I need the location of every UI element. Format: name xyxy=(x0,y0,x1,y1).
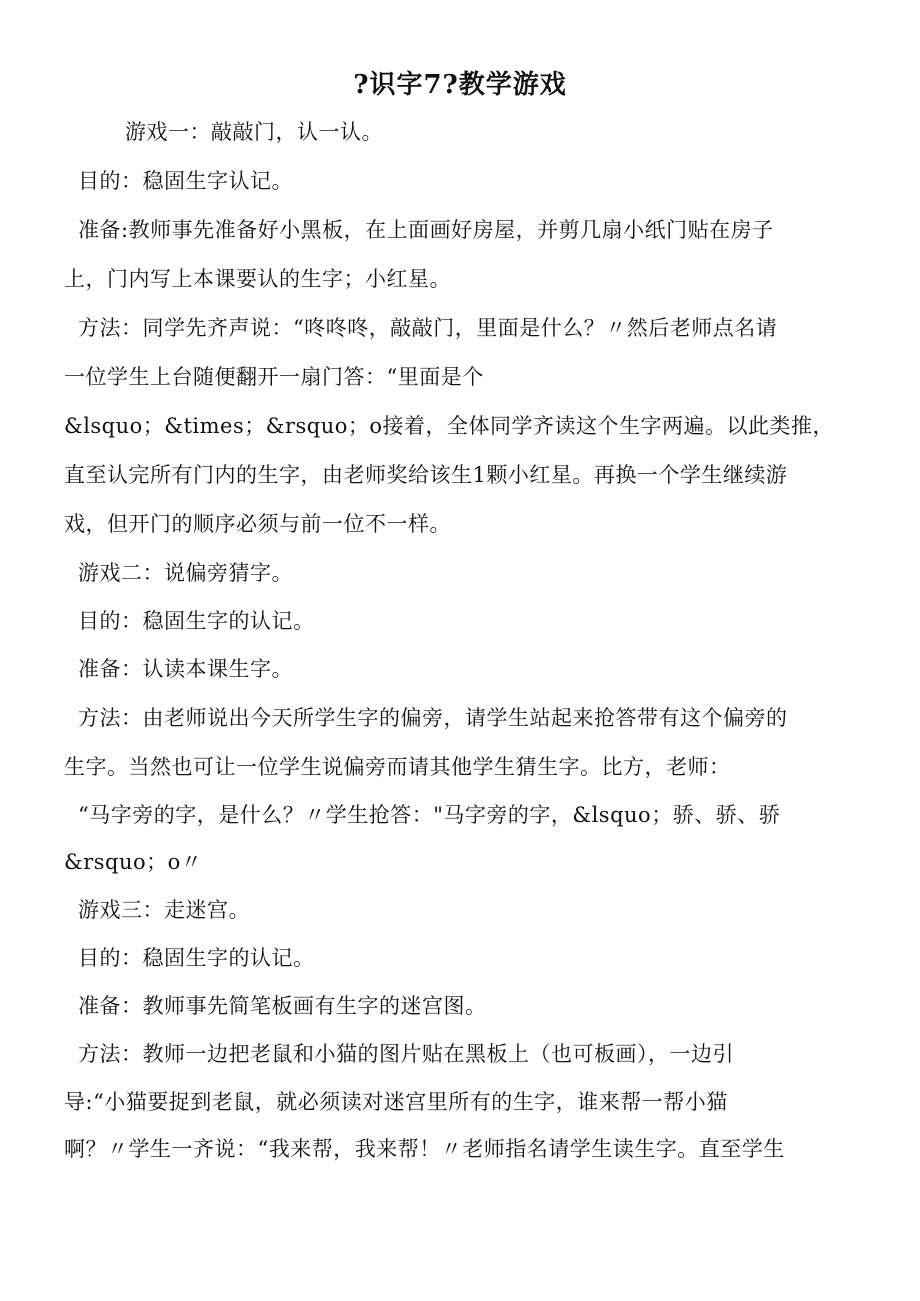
text-line: 生字。当然也可让一位学生说偏旁而请其他学生猜生字。比方，老师： xyxy=(64,755,731,779)
text-line: 游戏二：说偏旁猜字。 xyxy=(78,561,293,585)
text-line: “马字旁的字，是什么？〃学生抢答："马字旁的字，&lsquo；骄、骄、骄 xyxy=(78,803,781,827)
text-line: 上，门内写上本课要认的生字；小红星。 xyxy=(64,267,451,291)
text-line: 准备：教师事先简笔板画有生字的迷宫图。 xyxy=(78,994,487,1018)
text-line: 目的：稳固生字的认记。 xyxy=(78,609,315,633)
text-line: 一位学生上台随便翻开一扇门答：“里面是个 xyxy=(64,365,484,389)
text-line: 目的：稳固生字的认记。 xyxy=(78,946,315,970)
text-line: 方法：由老师说出今天所学生字的偏旁，请学生站起来抢答带有这个偏旁的 xyxy=(78,706,788,730)
text-line: 啊？〃学生一齐说：“我来帮，我来帮！〃老师指名请学生读生字。直至学生 xyxy=(64,1137,785,1161)
text-line: 游戏一：敲敲门，认一认。 xyxy=(125,120,383,144)
text-line: 准备:教师事先准备好小黑板，在上面画好房屋，并剪几扇小纸门贴在房子 xyxy=(78,218,774,242)
text-line: 准备：认读本课生字。 xyxy=(78,657,293,681)
text-line: 直至认完所有门内的生字，由老师奖给该生1颗小红星。再换一个学生继续游 xyxy=(64,463,788,487)
text-line: 导:“小猫要捉到老鼠，就必须读对迷宫里所有的生字，谁来帮一帮小猫 xyxy=(64,1090,728,1114)
text-line: 方法：教师一边把老鼠和小猫的图片贴在黑板上（也可板画），一边引 xyxy=(78,1042,734,1066)
text-line: 目的：稳固生字认记。 xyxy=(78,169,293,193)
text-line: 戏，但开门的顺序必须与前一位不一样。 xyxy=(64,512,451,536)
text-line: &lsquo；&times；&rsquo；o接着，全体同学齐读这个生字两遍。以此类推， xyxy=(64,414,835,438)
page-title: ?识字7?教学游戏 xyxy=(353,70,567,100)
text-line: 方法：同学先齐声说：“咚咚咚，敲敲门，里面是什么？〃然后老师点名请 xyxy=(78,316,778,340)
text-line: &rsquo；o〃 xyxy=(64,850,203,874)
text-line: 游戏三：走迷宫。 xyxy=(78,898,250,922)
